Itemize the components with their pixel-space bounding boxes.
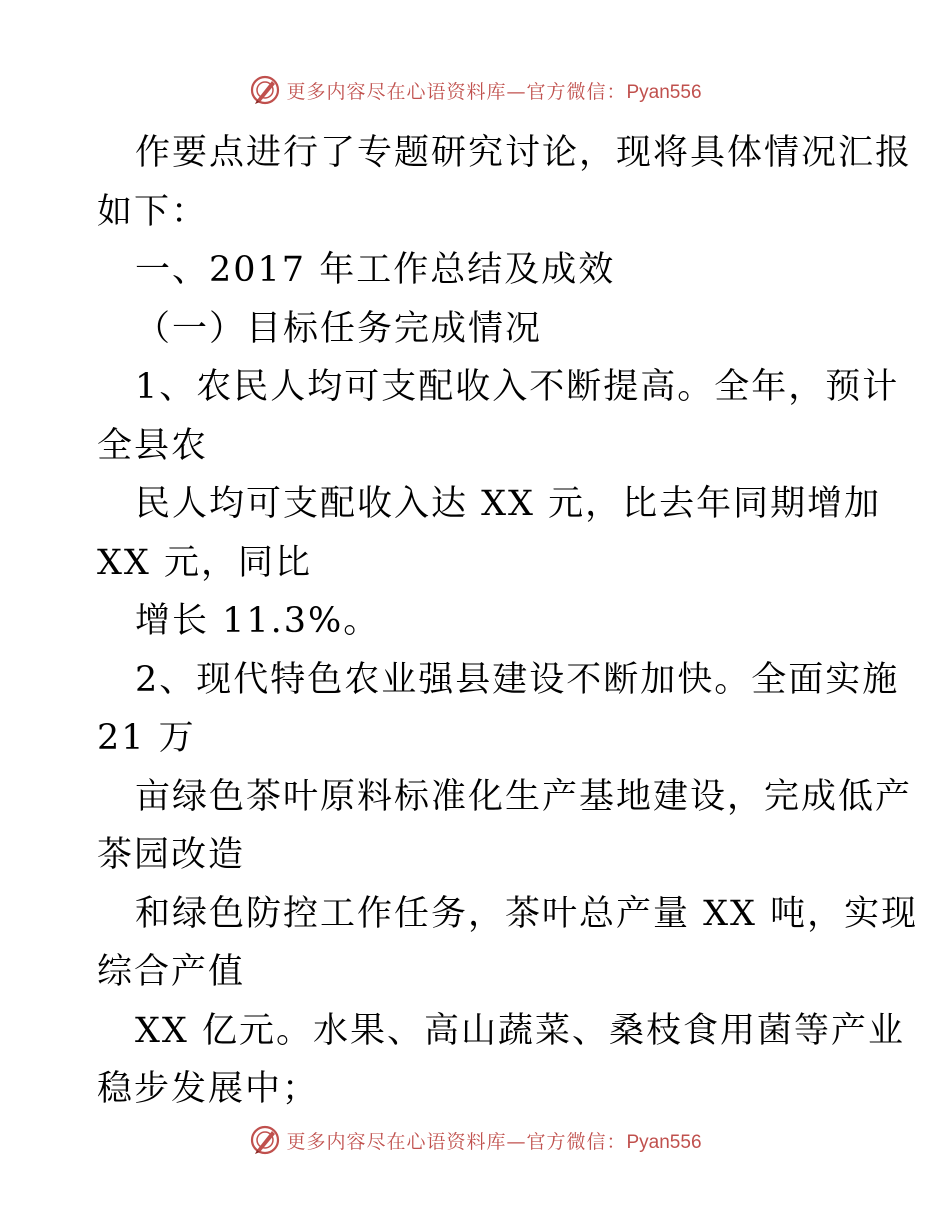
pen-logo-icon [248, 73, 282, 107]
text-line: 和绿色防控工作任务，茶叶总产量 XX 吨，实现 [135, 893, 919, 934]
text-line: 茶园改造 [97, 835, 246, 875]
watermark-text: 更多内容尽在心语资料库—官方微信：Pyan556 [286, 1130, 702, 1153]
pen-logo-icon [248, 1123, 282, 1157]
text-line: 全县农 [97, 425, 209, 466]
text-line: （一）目标任务完成情况 [135, 308, 543, 349]
text-line: 2、现代特色农业强县建设不断加快。全面实施 [135, 659, 900, 700]
header-watermark [0, 70, 950, 110]
watermark-text: 更多内容尽在心语资料库—官方微信：Pyan556 [286, 80, 702, 103]
text-line: 21 万 [97, 718, 196, 758]
text-line: 亩绿色茶叶原料标准化生产基地建设，完成低产 [135, 776, 913, 817]
text-line: 民人均可支配收入达 XX 元，比去年同期增加 [135, 484, 882, 524]
text-line: 作要点进行了专题研究讨论，现将具体情况汇报 [135, 133, 913, 173]
text-line: 一、2017 年工作总结及成效 [135, 250, 616, 290]
text-line: 增长 11.3%。 [135, 601, 381, 641]
text-line: 稳步发展中； [97, 1069, 320, 1109]
footer-watermark [0, 1120, 950, 1160]
text-line: 1、农民人均可支配收入不断提高。全年，预计 [135, 367, 900, 407]
text-line: XX 亿元。水果、高山蔬菜、桑枝食用菌等产业 [135, 1010, 905, 1051]
text-line: XX 元，同比 [97, 542, 312, 583]
text-line: 如下： [97, 191, 209, 232]
document-body [97, 124, 919, 1119]
text-line: 综合产值 [97, 952, 246, 992]
